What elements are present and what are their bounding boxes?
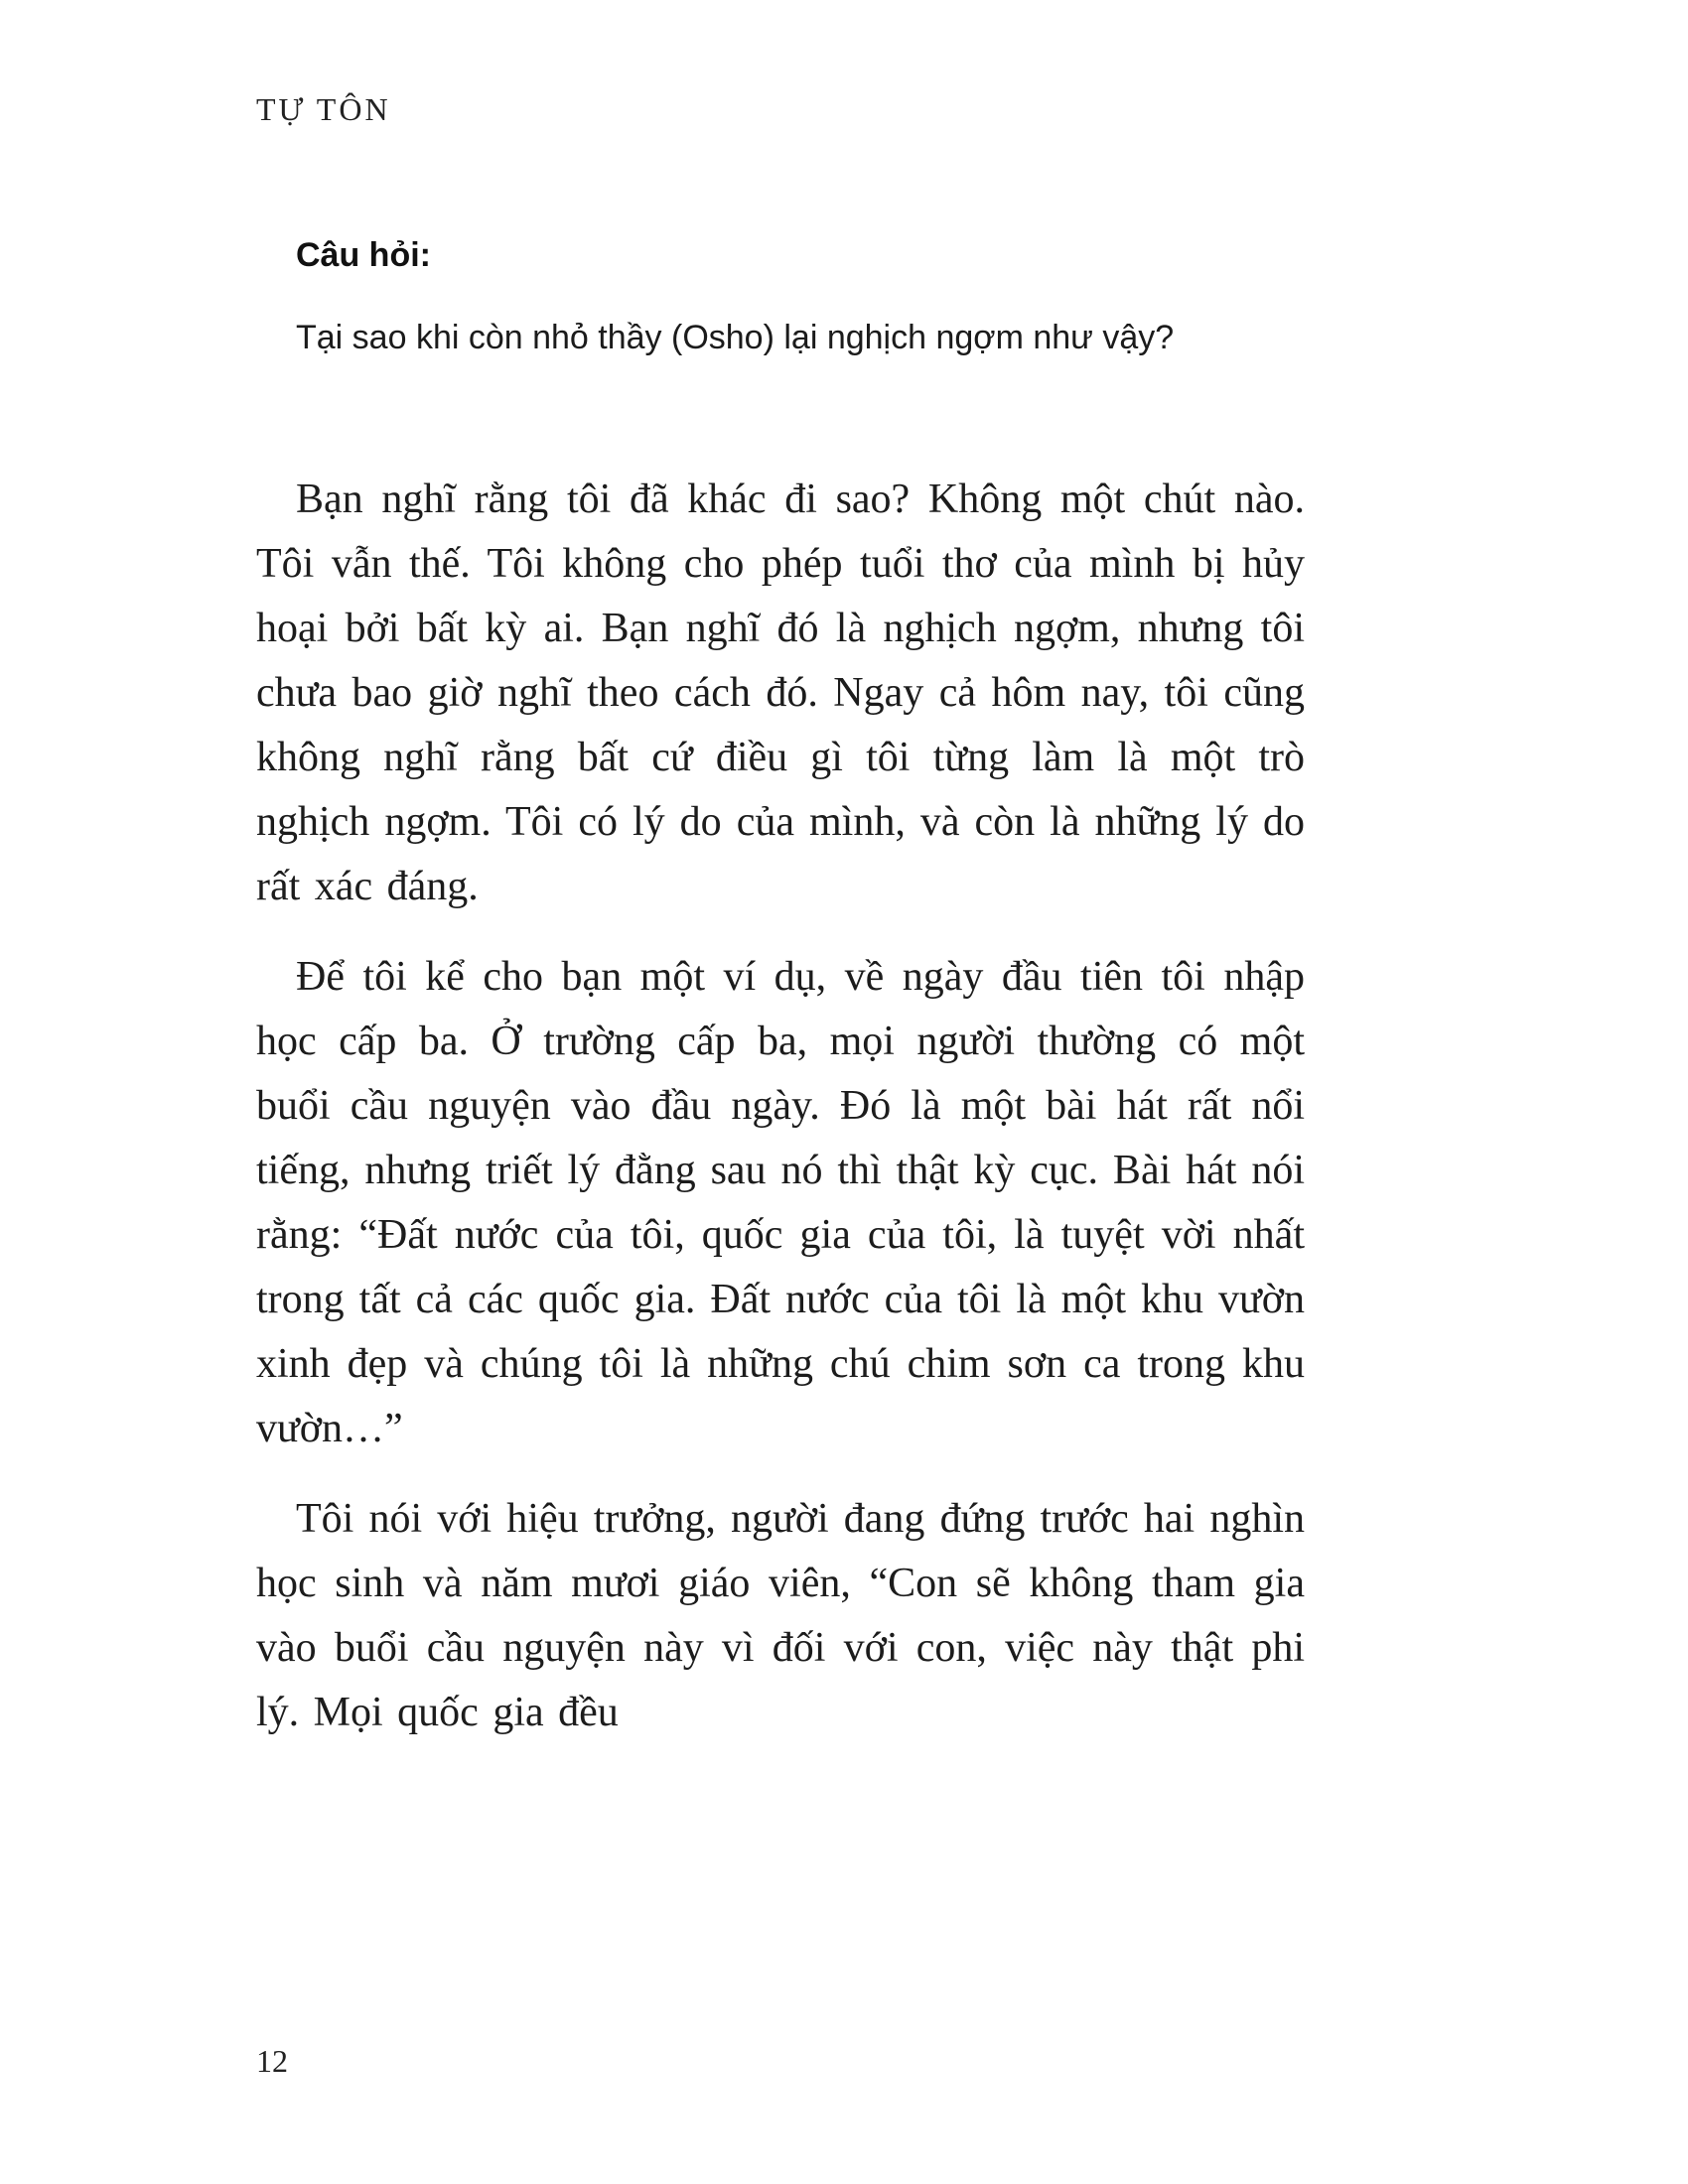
page-content [256, 236, 1305, 1771]
page-number: 12 [256, 2043, 288, 2079]
question-block [256, 236, 1305, 368]
running-header: TỰ TÔN [256, 91, 391, 127]
question-text: Tại sao khi còn nhỏ thầy (Osho) lại nghịch ngợm như vậy? [296, 319, 1175, 356]
body-paragraph: Tôi nói với hiệu trưởng, người đang đứng trước hai nghìn học sinh và năm mươi giáo viên, “Con sẽ không tham gia vào buổi cầu nguyện này vì đối với con, việc này thật phi lý. Mọi quốc gia đều [256, 1496, 1305, 1735]
body-paragraph: Để tôi kể cho bạn một ví dụ, về ngày đầu tiên tôi nhập học cấp ba. Ở trường cấp ba, mọi người thường có một buổi cầu nguyện vào đầu ngày. Đó là một bài hát rất nổi tiếng, nhưng triết lý đằng sau nó thì thật kỳ cục. Bài hát nói rằng: “Đất nước của tôi, quốc gia của tôi, là tuyệt vời nhất trong tất cả các quốc gia. Đất nước của tôi là một khu vườn xinh đẹp và chúng tôi là những chú chim sơn ca trong khu vườn…” [256, 954, 1305, 1451]
question-label: Câu hỏi: [296, 236, 431, 274]
body-paragraph: Bạn nghĩ rằng tôi đã khác đi sao? Không một chút nào. Tôi vẫn thế. Tôi không cho phép tuổi thơ của mình bị hủy hoại bởi bất kỳ ai. Bạn nghĩ đó là nghịch ngợm, nhưng tôi chưa bao giờ nghĩ theo cách đó. Ngay cả hôm nay, tôi cũng không nghĩ rằng bất cứ điều gì tôi từng làm là một trò nghịch ngợm. Tôi có lý do của mình, và còn là những lý do rất xác đáng. [256, 477, 1305, 909]
